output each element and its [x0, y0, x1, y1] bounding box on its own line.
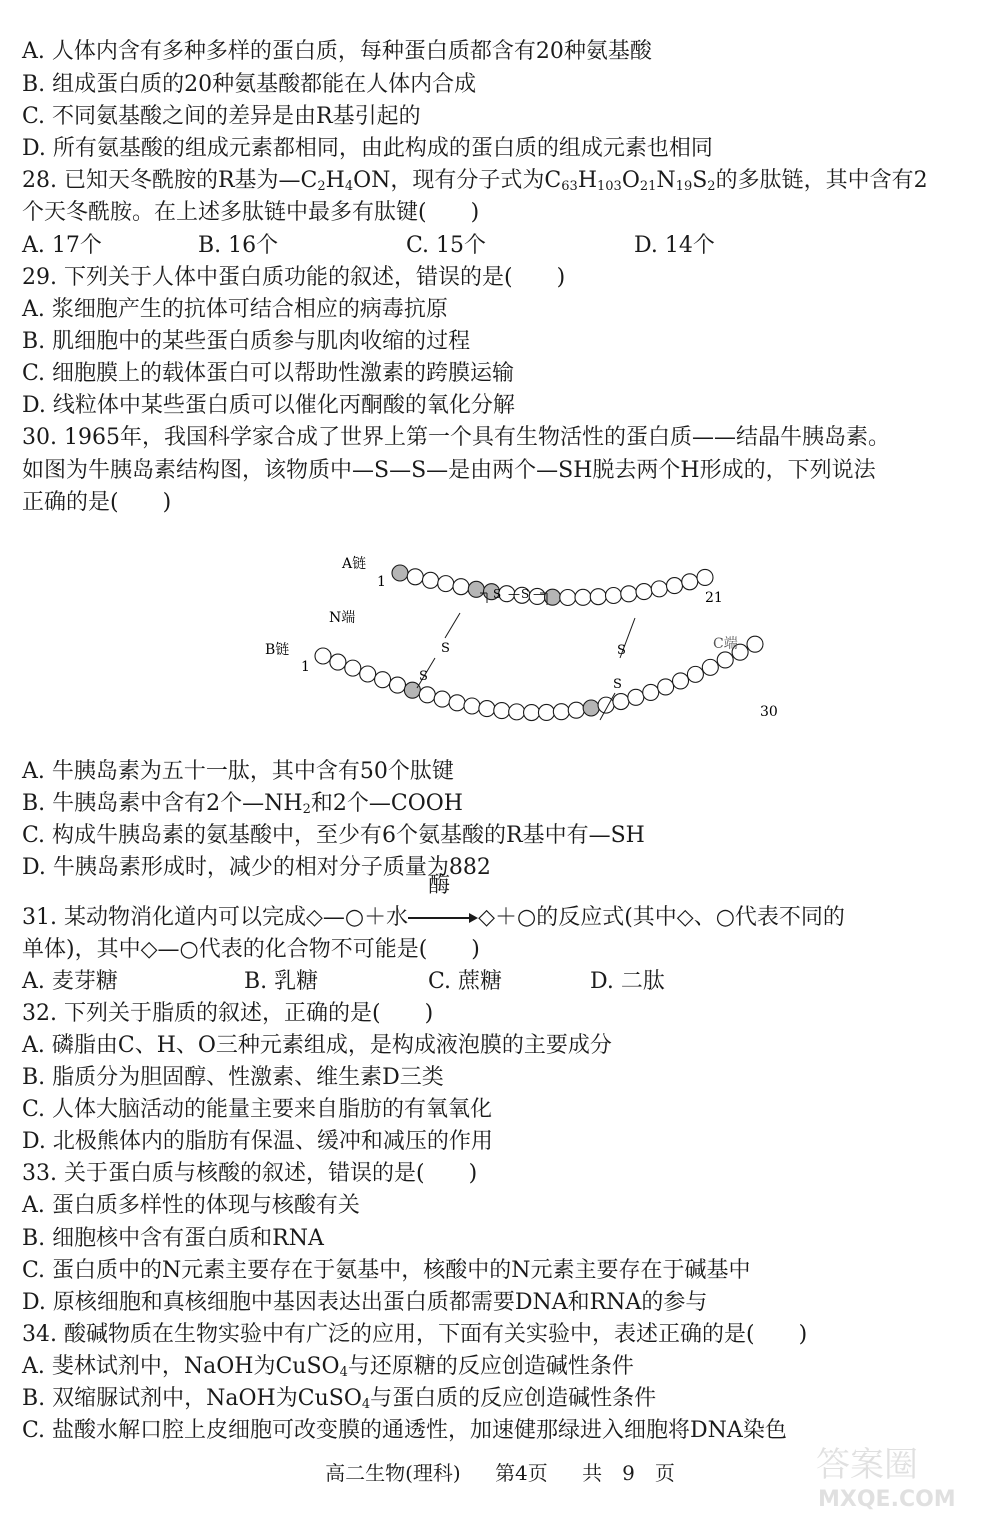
b-chain-bead [673, 673, 689, 689]
b-chain-bead [315, 648, 331, 664]
a-chain-bead [651, 581, 667, 597]
b-chain-end-number: 30 [760, 704, 778, 720]
a-chain-bead [621, 586, 637, 602]
a-chain-beads [392, 565, 713, 606]
a-chain-bead [590, 589, 606, 605]
enzyme-label: 酶 [428, 873, 451, 898]
a-chain-bead [636, 584, 652, 600]
a-chain-bead [392, 565, 408, 581]
q33-option-a: A. 蛋白质多样性的体现与核酸有关 [22, 1193, 360, 1218]
q33-option-d: D. 原核细胞和真核细胞中基因表达出蛋白质都需要DNA和RNA的参与 [22, 1290, 708, 1315]
q32-option-b: B. 脂质分为胆固醇、性激素、维生素D三类 [22, 1065, 444, 1090]
q32-stem: 32. 下列关于脂质的叙述，正确的是( ) [22, 1001, 434, 1026]
q29-option-b: B. 肌细胞中的某些蛋白质参与肌肉收缩的过程 [22, 329, 471, 354]
q30-stem-line3: 正确的是( ) [22, 490, 172, 515]
b-chain-bead [345, 660, 361, 676]
a-chain-start-number: 1 [377, 574, 386, 590]
q27-option-d: D. 所有氨基酸的组成元素都相同，由此构成的蛋白质的组成元素也相同 [22, 136, 713, 161]
q31-option-c: C. 蔗糖 [428, 969, 503, 994]
q31-option-d: D. 二肽 [590, 969, 665, 994]
b-chain-bead [434, 691, 450, 707]
b-chain-bead [494, 703, 510, 719]
a-chain-bead [468, 581, 484, 597]
a-chain-label: A链 [342, 556, 367, 572]
footer-page-number: 第4页 [495, 1461, 548, 1485]
q28-stem-line1: 28. 已知天冬酰胺的R基为$—C_2H_4ON$，现有分子式为$C_{63}H_{103}O_{21}N_{19}S_2$的多肽链，其中含有2 [22, 168, 928, 194]
q29-option-c: C. 细胞膜上的载体蛋白可以帮助性激素的跨膜运输 [22, 361, 515, 386]
q34-option-a: A. 斐林试剂中，NaOH为CuSO$_4$与还原糖的反应创造碱性条件 [22, 1354, 634, 1380]
q32-option-d: D. 北极熊体内的脂肪有保温、缓冲和减压的作用 [22, 1129, 493, 1154]
q32-option-c: C. 人体大脑活动的能量主要来自脂肪的有氧氧化 [22, 1097, 493, 1122]
watermark-url: MXQE.COM [818, 1487, 956, 1512]
q33-option-c: C. 蛋白质中的N元素主要存在于氨基中，核酸中的N元素主要存在于碱基中 [22, 1258, 751, 1283]
n-terminal-label: N端 [329, 610, 356, 626]
b-chain-bead [389, 677, 405, 693]
footer-subject: 高二生物(理科) [325, 1461, 461, 1485]
a-chain-bead [606, 587, 622, 603]
b-chain-bead [464, 698, 480, 714]
b-chain-bead [330, 654, 346, 670]
q27-option-c: C. 不同氨基酸之间的差异是由R基引起的 [22, 104, 421, 129]
inter-bridge-1-top [445, 613, 460, 638]
b-chain-bead [538, 704, 554, 720]
b-chain-bead [553, 704, 569, 720]
q30-option-b: B. 牛胰岛素中含有2个$—NH_2$和2个—COOH [22, 791, 463, 817]
q27-option-a: A. 人体内含有多种多样的蛋白质，每种蛋白质都含有20种氨基酸 [22, 39, 652, 64]
b-chain-bead [509, 704, 525, 720]
q31-stem-line1: 31. 某动物消化道内可以完成◇—○＋水 酶 ◇＋○的反应式(其中◇、○代表不同的 [22, 873, 845, 930]
b-chain-bead [717, 652, 733, 668]
watermark-logo [806, 1434, 986, 1514]
q28-option-c: C. 15个 [406, 233, 487, 258]
q33-option-b: B. 细胞核中含有蛋白质和RNA [22, 1226, 324, 1251]
q27-option-b: B. 组成蛋白质的20种氨基酸都能在人体内合成 [22, 72, 477, 97]
sulfur-dash-1: — [508, 587, 520, 601]
q29-stem: 29. 下列关于人体中蛋白质功能的叙述，错误的是( ) [22, 265, 566, 290]
a-chain-end-number: 21 [705, 590, 723, 606]
q30-option-a: A. 牛胰岛素为五十一肽，其中含有50个肽键 [22, 759, 454, 784]
b-chain-bead [449, 695, 465, 711]
a-chain-bead [423, 572, 439, 588]
b-chain-bead [658, 679, 674, 695]
sulfur-label-4: S [419, 669, 428, 684]
q28-stem-line2: 个天冬酰胺。在上述多肽链中最多有肽键( ) [22, 200, 480, 225]
q30-option-d: D. 牛胰岛素形成时，减少的相对分子质量为882 [22, 855, 491, 880]
b-chain-bead [419, 687, 435, 703]
b-chain-bead [643, 684, 659, 700]
q28-option-b: B. 16个 [198, 233, 279, 258]
q28-option-d: D. 14个 [634, 233, 715, 258]
a-chain-bead [682, 574, 698, 590]
a-chain-bead [438, 576, 454, 592]
footer-total-pages: 共 9 页 [582, 1461, 675, 1485]
q31-stem-line2: 单体)，其中◇—○代表的化合物不可能是( ) [22, 937, 480, 962]
b-chain-bead [375, 672, 391, 688]
b-chain-bead [404, 682, 420, 698]
insulin-structure-diagram [255, 548, 795, 748]
b-chain-bead [524, 705, 540, 721]
q34-option-b: B. 双缩脲试剂中，NaOH为CuSO$_4$与蛋白质的反应创造碱性条件 [22, 1386, 657, 1412]
reaction-arrow-icon [408, 917, 470, 919]
b-chain-bead [568, 702, 584, 718]
q30-stem-line2: 如图为牛胰岛素结构图，该物质中—S—S—是由两个—SH脱去两个H形成的，下列说法 [22, 458, 876, 483]
b-chain-bead [702, 659, 718, 675]
b-chain-bead [628, 689, 644, 705]
q29-option-a: A. 浆细胞产生的抗体可结合相应的病毒抗原 [22, 297, 448, 322]
q30-option-c: C. 构成牛胰岛素的氨基酸中，至少有6个氨基酸的R基中有—SH [22, 823, 645, 848]
c-terminal-label: C端 [713, 636, 738, 652]
a-chain-bead [560, 590, 576, 606]
q34-option-c: C. 盐酸水解口腔上皮细胞可改变膜的通透性，加速健那绿进入细胞将DNA染色 [22, 1418, 787, 1443]
q33-stem: 33. 关于蛋白质与核酸的叙述，错误的是( ) [22, 1161, 478, 1186]
q34-stem: 34. 酸碱物质在生物实验中有广泛的应用，下面有关实验中，表述正确的是( ) [22, 1322, 808, 1347]
a-chain-bead [407, 569, 423, 585]
sulfur-dash-2: — [533, 587, 545, 601]
a-chain-bead [575, 589, 591, 605]
b-chain-beads [315, 636, 763, 720]
sulfur-label-5: S [617, 643, 626, 658]
b-chain-start-number: 1 [301, 659, 310, 675]
q28-option-a: A. 17个 [22, 233, 102, 258]
b-chain-label: B链 [265, 642, 290, 658]
sulfur-label-2: S [521, 587, 530, 601]
sulfur-label-3: S [441, 641, 450, 656]
q32-option-a: A. 磷脂由C、H、O三种元素组成，是构成液泡膜的主要成分 [22, 1033, 612, 1058]
q29-option-d: D. 线粒体中某些蛋白质可以催化丙酮酸的氧化分解 [22, 393, 515, 418]
sulfur-label-6: S [613, 677, 622, 692]
b-chain-bead [583, 700, 599, 716]
watermark-text: 答案圈 [816, 1445, 918, 1485]
b-chain-bead [747, 636, 763, 652]
b-chain-bead [613, 694, 629, 710]
q30-stem-line1: 30. 1965年，我国科学家合成了世界上第一个具有生物活性的蛋白质——结晶牛胰岛素。 [22, 425, 890, 450]
q31-option-a: A. 麦芽糖 [22, 969, 118, 994]
b-chain-bead [687, 666, 703, 682]
a-chain-bead [453, 579, 469, 595]
sulfur-label-1: S [493, 587, 502, 601]
b-chain-bead [479, 701, 495, 717]
enzyme-arrow [408, 873, 478, 932]
a-chain-bead [697, 569, 713, 585]
b-chain-bead [360, 666, 376, 682]
q31-option-b: B. 乳糖 [244, 969, 319, 994]
a-chain-bead [667, 578, 683, 594]
